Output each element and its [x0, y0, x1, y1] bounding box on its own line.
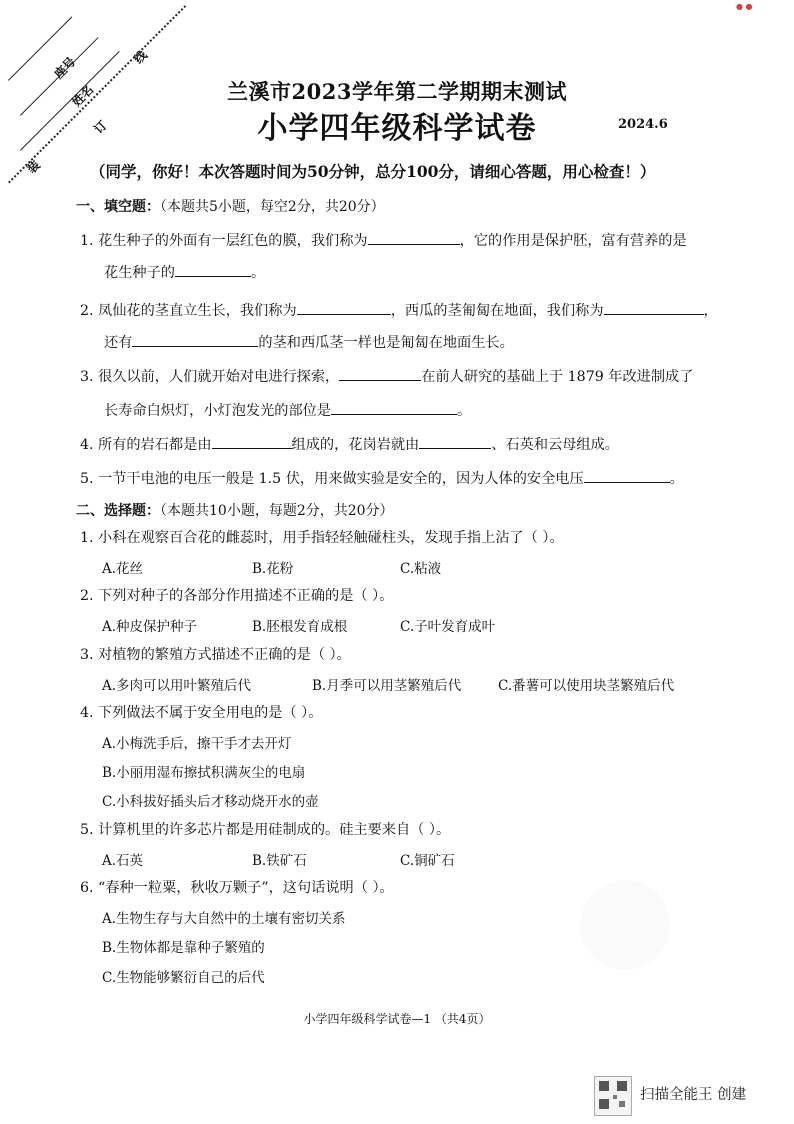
q3-text-c: 长寿命白炽灯，小灯泡发光的部位是: [104, 403, 332, 419]
choice-option[interactable]: B.胚根发育成根: [252, 619, 348, 635]
choice-option[interactable]: A.石英: [102, 853, 144, 869]
q5-blank-1[interactable]: [584, 468, 670, 483]
choice-question-stem: 3. 对植物的繁殖方式描述不正确的是（ ）。: [80, 647, 351, 663]
seat-number-label: 座号: [51, 54, 79, 82]
q1-blank-2[interactable]: [175, 262, 251, 277]
binding-ding-label: 订: [91, 117, 110, 137]
q2-text-e: 的茎和西瓜茎一样也是匍匐在地面生长。: [258, 335, 514, 351]
q2-text-d: 还有: [104, 335, 133, 351]
q2-blank-1[interactable]: [297, 300, 391, 315]
q2-text-c: ，: [703, 303, 718, 319]
choice-question-stem: 6. “春种一粒粟，秋收万颗子”，这句话说明（ ）。: [80, 880, 394, 896]
q3-text-a: 3. 很久以前，人们就开始对电进行探索，: [80, 369, 340, 385]
choice-option[interactable]: B.花粉: [252, 561, 294, 577]
fill-question-2-line1: [80, 300, 718, 320]
q1-text-c: 花生种子的: [104, 265, 175, 281]
choice-question-stem: 2. 下列对种子的各部分作用描述不正确的是（ ）。: [80, 588, 394, 604]
choice-question-stem: 4. 下列做法不属于安全用电的是（ ）。: [80, 705, 323, 721]
q3-text-d: 。: [457, 403, 472, 419]
qr-code-icon: [594, 1076, 632, 1116]
fill-question-3-line2: [104, 400, 471, 420]
choice-option[interactable]: C.粘液: [400, 561, 442, 577]
choice-option[interactable]: A.花丝: [102, 561, 144, 577]
q4-blank-1[interactable]: [212, 434, 292, 449]
q5-text-b: 。: [669, 471, 684, 487]
choice-option[interactable]: A.多肉可以用叶繁殖后代: [102, 678, 252, 694]
q4-text-b: 组成的，花岗岩就由: [291, 437, 420, 453]
binding-zhuang-label: 装: [24, 157, 43, 177]
binding-xian-label: 线: [131, 47, 150, 67]
fill-question-1-line2: [104, 262, 265, 282]
section1-note: （本题共5小题，每空2分，共20分）: [160, 199, 385, 215]
choice-question-stem: 1. 小科在观察百合花的雌蕊时，用手指轻轻触碰柱头，发现手指上沾了（ ）。: [80, 530, 564, 546]
choice-question-stem: 5. 计算机里的许多芯片都是用硅制成的。硅主要来自（ ）。: [80, 822, 451, 838]
q2-text-a: 2. 凤仙花的茎直立生长，我们称为: [80, 303, 297, 319]
section1-title: 一、填空题：: [76, 199, 160, 215]
fill-question-2-line2: [104, 332, 514, 352]
scan-blot: [580, 880, 670, 970]
section2-heading: [76, 500, 394, 520]
q2-blank-2[interactable]: [604, 300, 704, 315]
q1-text-d: 。: [250, 265, 266, 281]
q5-text-a: 5. 一节干电池的电压一般是 1.5 伏，用来做实验是安全的，因为人体的安全电压: [80, 471, 584, 487]
choice-option[interactable]: B.生物体都是靠种子繁殖的: [102, 940, 265, 956]
fill-question-5: [80, 468, 684, 488]
choice-option[interactable]: C.小科拔好插头后才移动烧开水的壶: [102, 794, 319, 810]
choice-option[interactable]: A.小梅洗手后，擦干手才去开灯: [102, 736, 292, 752]
fill-question-4: [80, 434, 619, 454]
fill-question-1-line1: [80, 230, 687, 250]
q4-text-c: 、石英和云母组成。: [491, 437, 619, 453]
greeting-instructions: （同学，你好！本次答题时间为50分钟，总分100分，请细心答题，用心检查！）: [90, 162, 656, 181]
choice-option[interactable]: C.铜矿石: [400, 853, 455, 869]
choice-option[interactable]: B.小丽用湿布擦拭积满灰尘的电扇: [102, 765, 306, 781]
q2-blank-3[interactable]: [132, 332, 258, 347]
choice-option[interactable]: B.铁矿石: [252, 853, 307, 869]
corner-mark: ● ●: [736, 2, 753, 11]
q1-blank-1[interactable]: [368, 230, 460, 245]
name-label: 姓名: [69, 82, 97, 110]
choice-option[interactable]: C.番薯可以使用块茎繁殖后代: [498, 678, 675, 694]
scanner-watermark: 扫描全能王 创建: [640, 1087, 747, 1103]
fill-question-3-line1: [80, 366, 693, 386]
choice-option[interactable]: B.月季可以用茎繁殖后代: [312, 678, 462, 694]
exam-date: 2024.6: [618, 117, 668, 132]
q4-blank-2[interactable]: [419, 434, 491, 449]
choice-option[interactable]: A.种皮保护种子: [102, 619, 198, 635]
section1-heading: [76, 196, 385, 216]
page-footer: 小学四年级科学试卷—1 （共4页）: [303, 1012, 491, 1026]
choice-option[interactable]: A.生物生存与大自然中的土壤有密切关系: [102, 911, 346, 927]
q1-text-b: ，它的作用是保护胚，富有营养的是: [459, 233, 687, 249]
choice-option[interactable]: C.生物能够繁衍自己的后代: [102, 970, 265, 986]
q3-text-b: 在前人研究的基础上于 1879 年改进制成了: [421, 369, 694, 385]
exam-title-line1: 兰溪市2023学年第二学期期末测试: [227, 79, 567, 104]
q3-blank-2[interactable]: [331, 400, 457, 415]
section2-note: （本题共10小题，每题2分，共20分）: [160, 503, 394, 519]
exam-title-line2: 小学四年级科学试卷: [257, 111, 537, 146]
q4-text-a: 4. 所有的岩石都是由: [80, 437, 212, 453]
q1-text-a: 1. 花生种子的外面有一层红色的膜，我们称为: [80, 233, 368, 249]
q3-blank-1[interactable]: [339, 366, 421, 381]
q2-text-b: ，西瓜的茎匍匐在地面，我们称为: [390, 303, 604, 319]
choice-option[interactable]: C.子叶发育成叶: [400, 619, 496, 635]
section2-title: 二、选择题：: [76, 503, 160, 519]
